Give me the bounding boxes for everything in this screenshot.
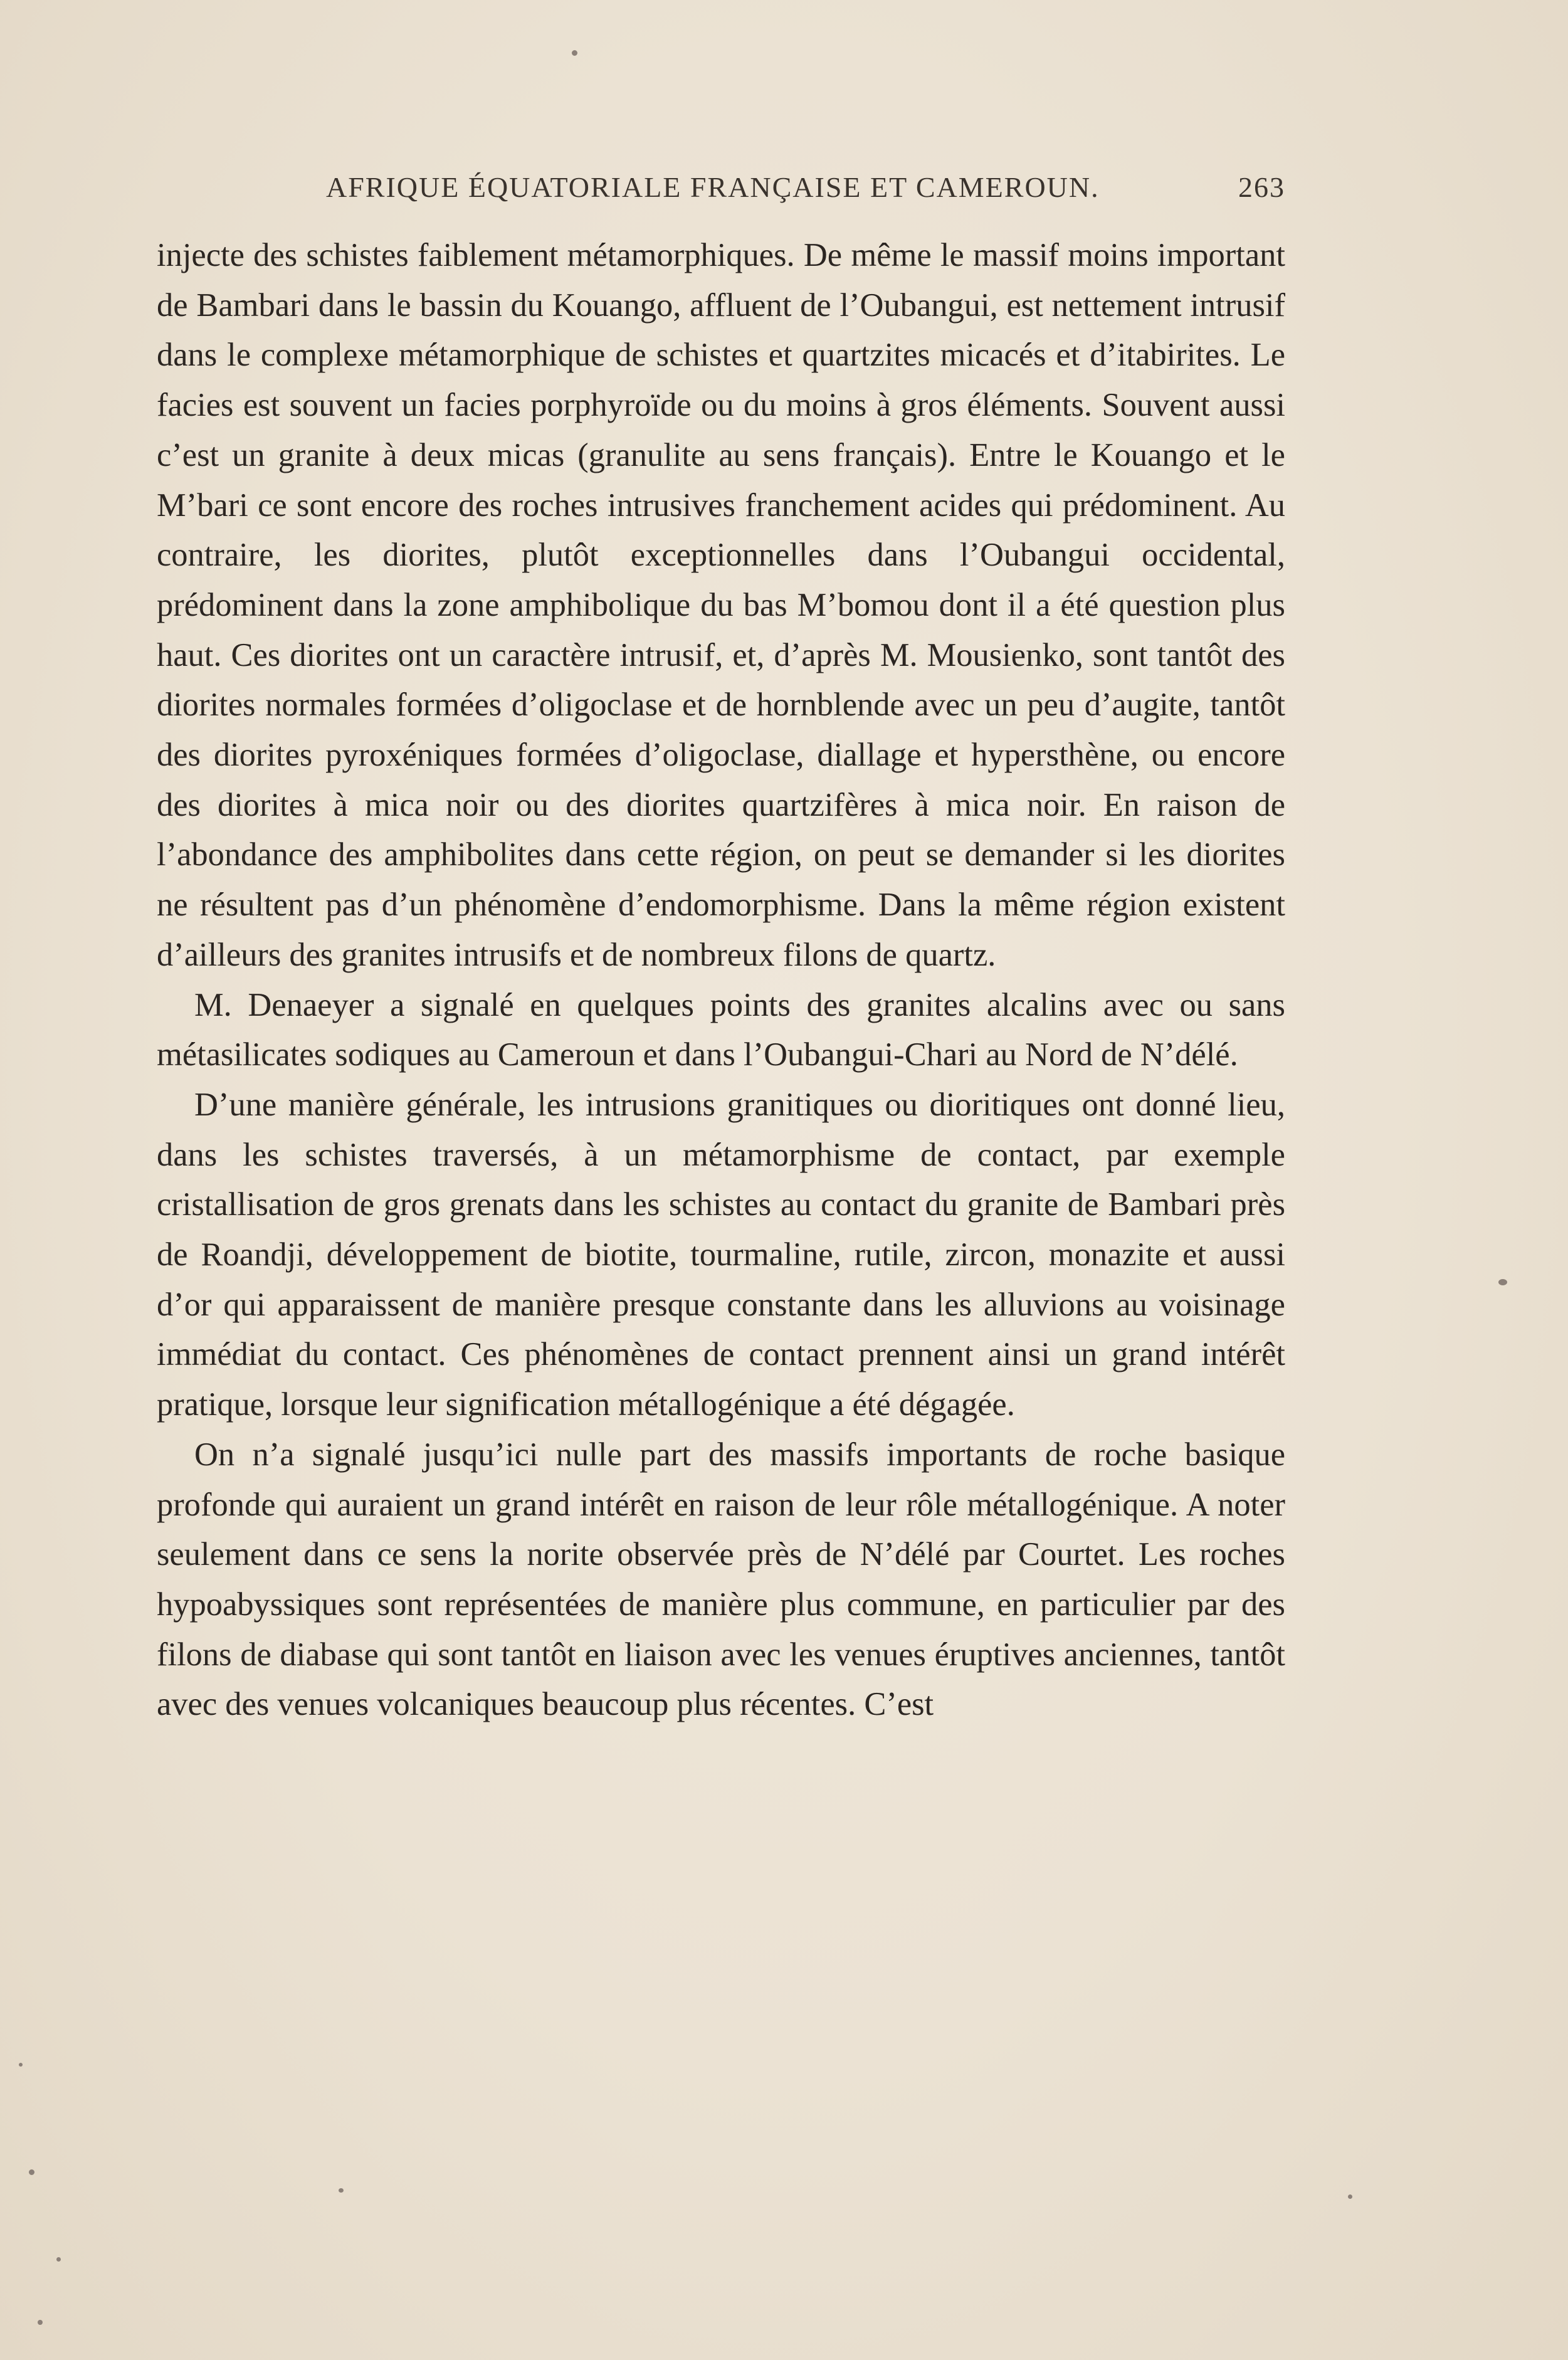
- running-title: AFRIQUE ÉQUATORIALE FRANÇAISE ET CAMEROUN.: [326, 171, 1100, 203]
- body-text: [157, 231, 1285, 1730]
- paper-speck: [339, 2188, 344, 2193]
- paper-speck: [56, 2257, 61, 2262]
- running-header: [157, 171, 1285, 214]
- paper-speck: [38, 2320, 43, 2325]
- paragraph-4: On n’a signalé jusqu’ici nulle part des massifs importants de roche basique profonde qui auraient un grand intérêt en raison de leur rôle métallogénique. A noter seulement dans ce sens la norite observée près de N’délé par Courtet. Les roches hypoabyssiques sont représentées de manière plus commune, en particulier par des filons de diabase qui sont tantôt en liaison avec les venues éruptives anciennes, tantôt avec des venues volcaniques beaucoup plus récentes. C’est: [157, 1436, 1285, 1723]
- paper-speck: [572, 50, 577, 56]
- paper-speck: [29, 2169, 34, 2175]
- paragraph-1: injecte des schistes faiblement métamorphiques. De même le massif moins important de Bambari dans le bassin du Kouango, affluent de l’Oubangui, est nettement intrusif dans le complexe métamorphique de schistes et quartzites micacés et d’itabirites. Le facies est souvent un facies porphyroïde ou du moins à gros éléments. Souvent aussi c’est un granite à deux micas (granulite au sens français). Entre le Kouango et le M’bari ce sont encore des roches intrusives franchement acides qui prédominent. Au contraire, les diorites, plutôt exceptionnelles dans l’Oubangui occidental, prédominent dans la zone amphibolique du bas M’bomou dont il a été question plus haut. Ces diorites ont un caractère intrusif, et, d’après M. Mousienko, sont tantôt des diorites normales formées d’oligoclase et de hornblende avec un peu d’augite, tantôt des diorites pyroxéniques formées d’oligoclase, diallage et hypersthène, ou encore des diorites à mica noir ou des diorites quartzifères à mica noir. En raison de l’abondance des amphibolites dans cette région, on peut se demander si les diorites ne résultent pas d’un phénomène d’endomorphisme. Dans la même région existent d’ailleurs des granites intrusifs et de nombreux filons de quartz.: [157, 237, 1285, 973]
- page-number: 263: [1238, 171, 1285, 203]
- paper-speck: [1348, 2194, 1352, 2199]
- paper-speck: [1498, 1279, 1507, 1285]
- paragraph-2: M. Denaeyer a signalé en quelques points des granites alcalins avec ou sans métasilicates sodiques au Cameroun et dans l’Oubangui-Chari au Nord de N’délé.: [157, 986, 1285, 1073]
- paragraph-3: D’une manière générale, les intrusions granitiques ou dioritiques ont donné lieu, dans les schistes traversés, à un métamorphisme de contact, par exemple cristallisation de gros grenats dans les schistes au contact du granite de Bambari près de Roandji, développement de biotite, tourmaline, rutile, zircon, monazite et aussi d’or qui apparaissent de manière presque constante dans les alluvions au voisinage immédiat du contact. Ces phénomènes de contact prennent ainsi un grand intérêt pratique, lorsque leur signification métallogénique a été dégagée.: [157, 1086, 1285, 1423]
- paper-speck: [19, 2063, 23, 2067]
